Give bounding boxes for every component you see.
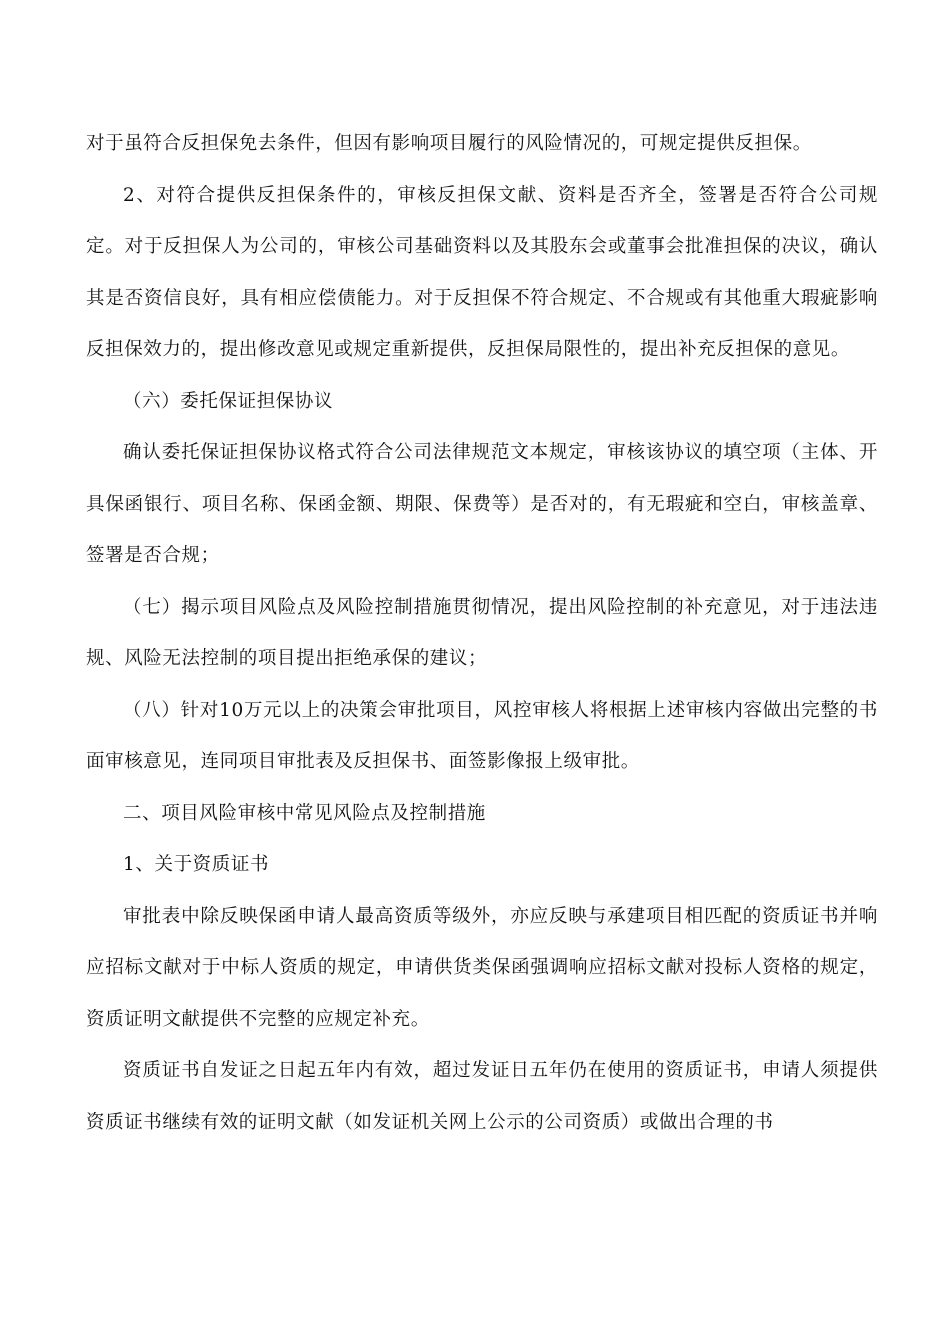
paragraph-certificate-validity: 资质证书自发证之日起五年内有效，超过发证日五年仍在使用的资质证书，申请人须提供资质证书继续有效的证明文献（如发证机关网上公示的公司资质）或做出合理的书 (86, 1060, 878, 1133)
paragraph-counter-guarantee-review: 2、对符合提供反担保条件的，审核反担保文献、资料是否齐全，签署是否符合公司规定。对于反担保人为公司的，审核公司基础资料以及其股东会或董事会批准担保的决议，确认其是否资信良好，具有相应偿债能力。对于反担保不符合规定、不合规或有其他重大瑕疵影响反担保效力的，提出修改意见或规定重新提供，反担保局限性的，提出补充反担保的意见。 (86, 184, 878, 360)
paragraph-risk-points-disclosure: （七）揭示项目风险点及风险控制措施贯彻情况，提出风险控制的补充意见，对于违法违规、风险无法控制的项目提出拒绝承保的建议； (86, 596, 878, 669)
heading-common-risk-points: 二、项目风险审核中常见风险点及控制措施 (123, 802, 486, 824)
heading-qualification-certificates: 1、关于资质证书 (123, 854, 270, 875)
paragraph-qualification-requirements: 审批表中除反映保函申请人最高资质等级外，亦应反映与承建项目相匹配的资质证书并响应招标文献对于中标人资质的规定，申请供货类保函强调响应招标文献对投标人资格的规定，资质证明文献提供不完整的应规定补充。 (86, 905, 878, 1030)
paragraph-counter-guarantee-exemption: 对于虽符合反担保免去条件，但因有影响项目履行的风险情况的，可规定提供反担保。 (86, 133, 812, 154)
document-body (86, 118, 878, 1148)
paragraph-agreement-format-check: 确认委托保证担保协议格式符合公司法律规范文本规定，审核该协议的填空项（主体、开具保函银行、项目名称、保函金额、期限、保费等）是否对的，有无瑕疵和空白，审核盖章、签署是否合规； (86, 442, 878, 566)
heading-entrusted-guarantee-agreement: （六）委托保证担保协议 (123, 390, 334, 412)
paragraph-decision-meeting-review: （八）针对10万元以上的决策会审批项目，风控审核人将根据上述审核内容做出完整的书面审核意见，连同项目审批表及反担保书、面签影像报上级审批。 (86, 699, 878, 772)
